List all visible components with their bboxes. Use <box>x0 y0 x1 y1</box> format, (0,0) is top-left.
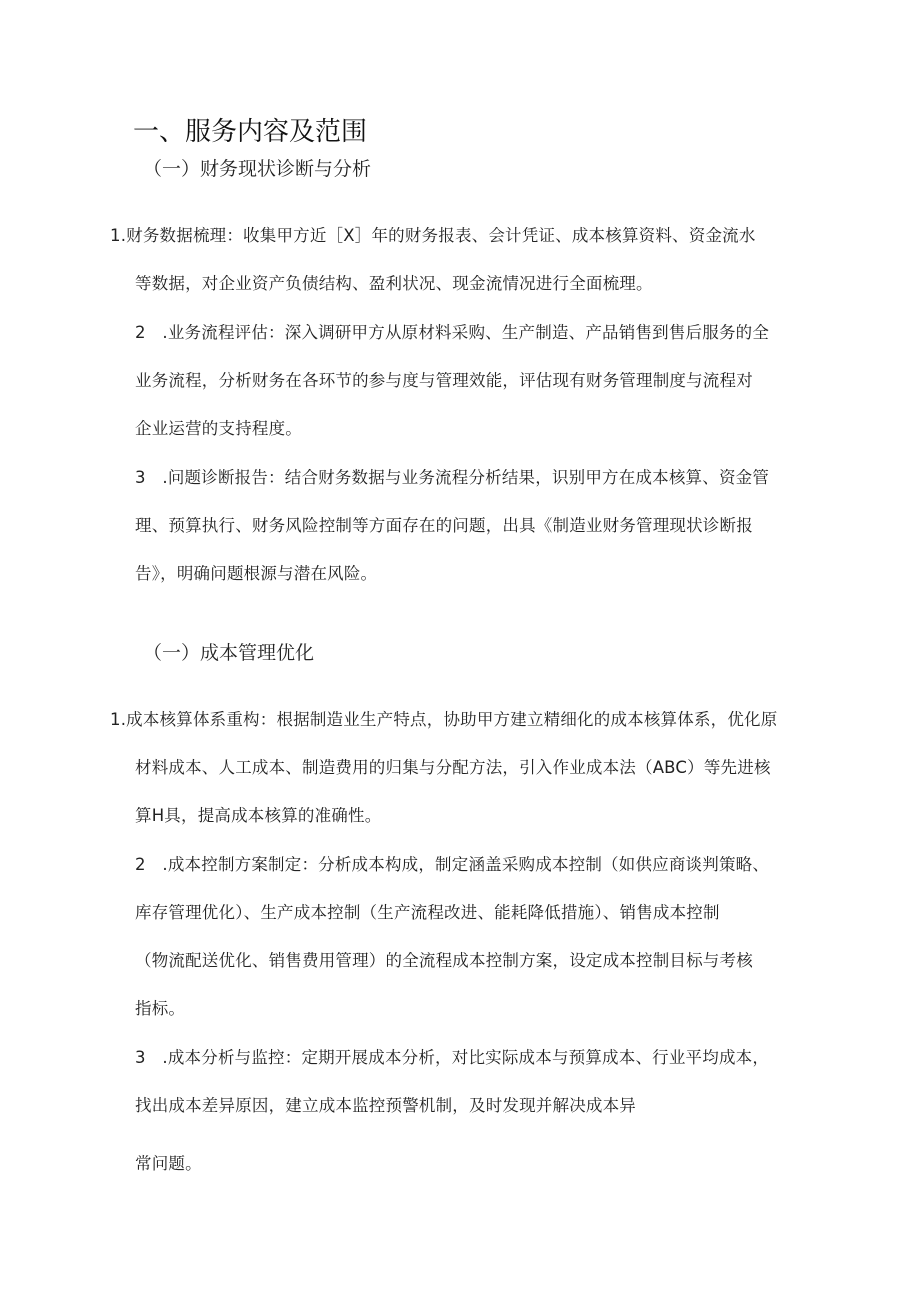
paragraph-line: 材料成本、人工成本、制造费用的归集与分配方法，引入作业成本法（ABC）等先进核 <box>135 758 771 777</box>
paragraph-line: 1.成本核算体系重构：根据制造业生产特点，协助甲方建立精细化的成本核算体系，优化原 <box>110 710 778 729</box>
paragraph-line: 2 .业务流程评估：深入调研甲方从原材料采购、生产制造、产品销售到售后服务的全 <box>135 323 770 342</box>
paragraph-line: 算H具，提高成本核算的准确性。 <box>135 806 382 825</box>
paragraph-line: 1.财务数据梳理：收集甲方近［X］年的财务报表、会计凭证、成本核算资料、资金流水 <box>110 226 756 245</box>
paragraph-line: 常问题。 <box>135 1154 202 1173</box>
paragraph-line: 指标。 <box>135 999 186 1018</box>
section-title: 一、服务内容及范围 <box>133 117 368 147</box>
paragraph-line: （物流配送优化、销售费用管理）的全流程成本控制方案，设定成本控制目标与考核 <box>135 951 753 970</box>
paragraph-line: 2 .成本控制方案制定：分析成本构成，制定涵盖采购成本控制（如供应商谈判策略、 <box>135 855 770 874</box>
paragraph-line: 3 .问题诊断报告：结合财务数据与业务流程分析结果，识别甲方在成本核算、资金管 <box>135 468 770 487</box>
subsection-title-diagnosis: （一）财务现状诊断与分析 <box>143 158 372 180</box>
paragraph-line: 企业运营的支持程度。 <box>135 419 302 438</box>
paragraph-line: 3 .成本分析与监控：定期开展成本分析，对比实际成本与预算成本、行业平均成本， <box>135 1048 770 1067</box>
paragraph-line: 业务流程，分析财务在各环节的参与度与管理效能，评估现有财务管理制度与流程对 <box>135 371 753 390</box>
paragraph-line: 理、预算执行、财务风险控制等方面存在的问题，出具《制造业财务管理现状诊断报 <box>135 516 753 535</box>
paragraph-line: 等数据，对企业资产负债结构、盈利状况、现金流情况进行全面梳理。 <box>135 274 653 293</box>
paragraph-line: 告》，明确问题根源与潜在风险。 <box>135 564 378 583</box>
subsection-title-cost: （一）成本管理优化 <box>143 642 315 664</box>
paragraph-line: 找出成本差异原因，建立成本监控预警机制，及时发现并解决成本异 <box>135 1096 636 1115</box>
paragraph-line: 库存管理优化）、生产成本控制（生产流程改进、能耗降低措施）、销售成本控制 <box>135 903 720 922</box>
